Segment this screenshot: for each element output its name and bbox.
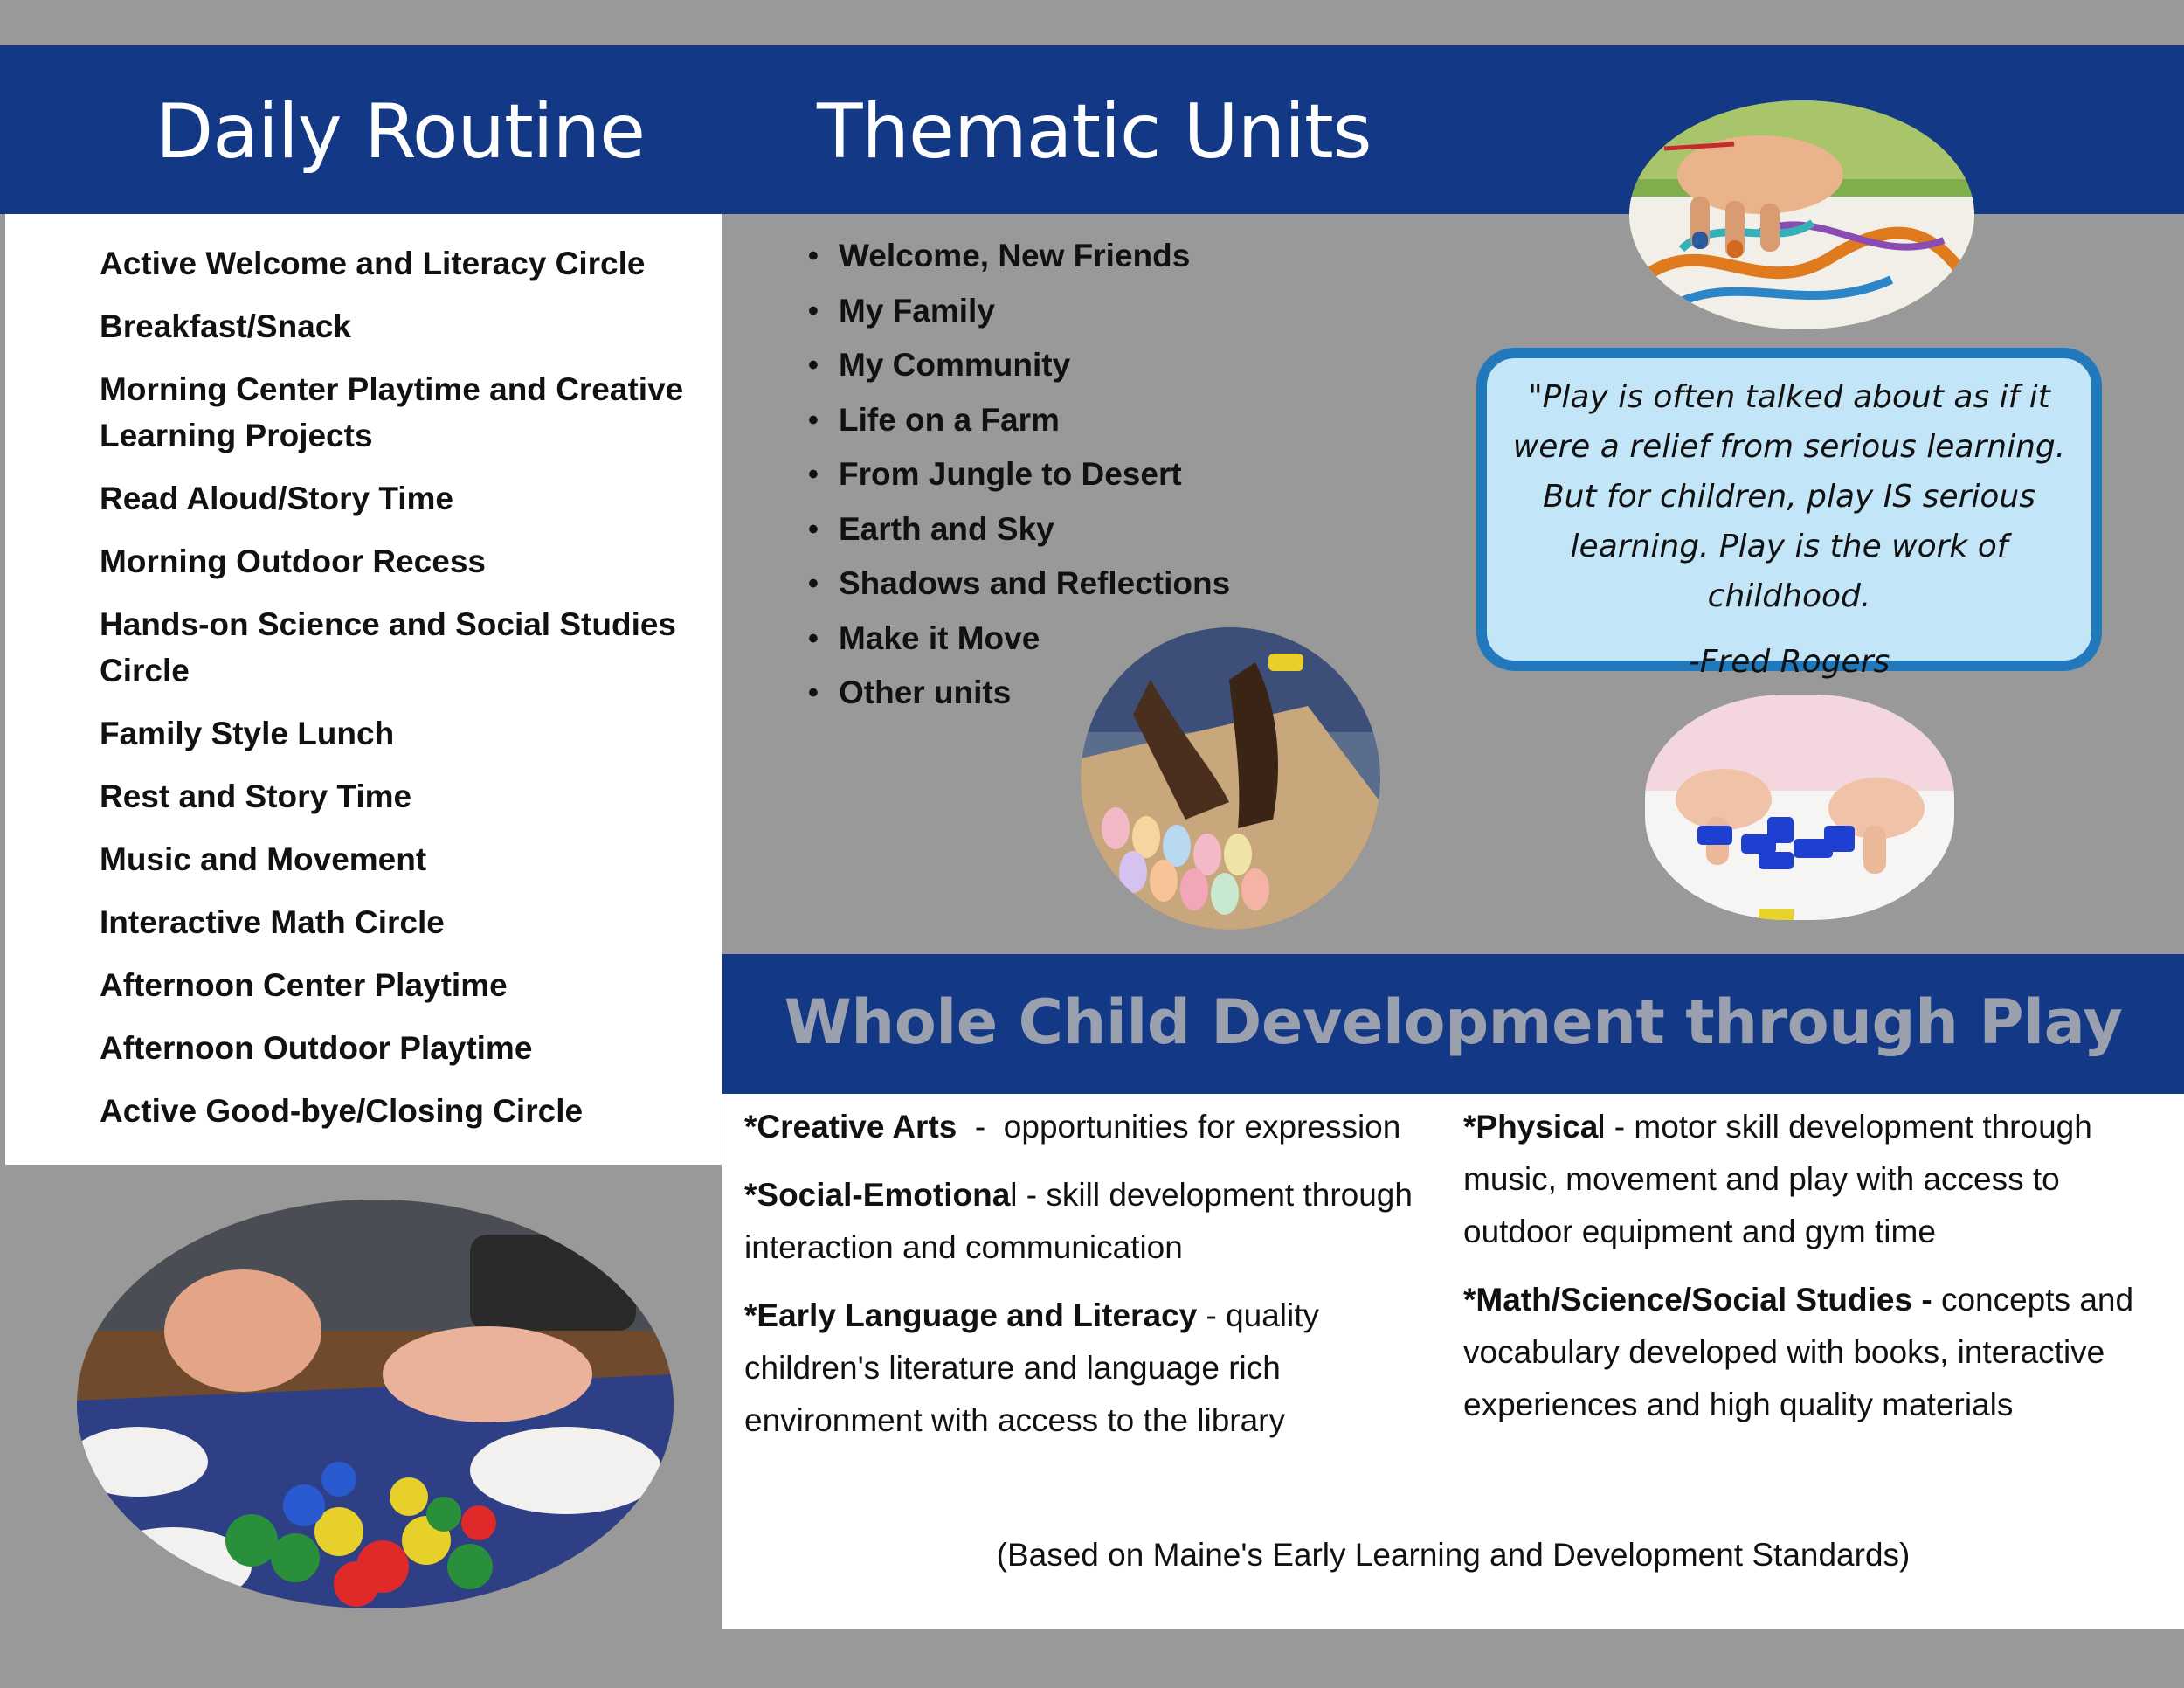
unit-item: • Welcome, New Friends [808,236,1230,291]
standards-footnote: (Based on Maine's Early Learning and Development Standards) [996,1537,1911,1573]
finger-painting-photo [1629,100,1974,329]
unit-item: • My Family [808,291,1230,346]
development-column-right [1463,1101,2162,1447]
math-science-item [1463,1274,2162,1431]
unit-item: • Other units [808,673,1230,728]
routine-item: Interactive Math Circle [100,904,445,940]
daily-routine-panel [5,214,722,1165]
math-science-label: *Math/Science/Social Studies - [1463,1282,1932,1318]
thematic-units-title: Thematic Units [817,88,1372,176]
early-language-text: - quality children's literature and language rich environment with access to the library [744,1297,1320,1438]
unit-item: • Life on a Farm [808,400,1230,455]
social-emotional-label: *Social-Emotiona [744,1177,1011,1213]
routine-item: Music and Movement [100,841,427,877]
development-panel [722,1094,2184,1629]
routine-item: Afternoon Outdoor Playtime [100,1030,533,1066]
social-emotional-item [744,1169,1443,1274]
unit-item: • Earth and Sky [808,509,1230,564]
unit-item: • Make it Move [808,619,1230,674]
routine-item: Hands-on Science and Social Studies Circle [100,606,677,688]
creative-arts-text: - opportunities for expression [957,1109,1401,1145]
routine-item: Family Style Lunch [100,716,395,751]
routine-item: Afternoon Center Playtime [100,967,508,1003]
routine-item: Rest and Story Time [100,778,412,814]
quote-author: -Fred Rogers [1688,644,1890,680]
physical-text: l - motor skill development through music, movement and play with access to outdoor equipment and gym time [1463,1109,2092,1249]
routine-item: Breakfast/Snack [100,308,351,344]
unit-item: • My Community [808,345,1230,400]
counting-bears-photo [77,1200,674,1608]
math-science-text: concepts and vocabulary developed with books, interactive experiences and high quality materials [1463,1282,2134,1422]
routine-item: Morning Center Playtime and Creative Learning Projects [100,371,684,453]
quote-text: "Play is often talked about as if it were a relief from serious learning. But for children, play IS serious learning. Play is the work of childhood. [1512,379,2066,614]
unit-item: • From Jungle to Desert [808,454,1230,509]
early-language-label: *Early Language and Literacy [744,1297,1198,1333]
creative-arts-label: *Creative Arts [744,1109,957,1145]
chalk-photo [1081,627,1380,930]
physical-label: *Physica [1463,1109,1599,1145]
routine-item: Active Good-bye/Closing Circle [100,1093,584,1129]
daily-routine-list [100,240,711,1151]
routine-item: Active Welcome and Literacy Circle [100,246,646,281]
development-column-left [744,1101,1443,1463]
creative-arts-item [744,1101,1443,1153]
routine-item: Morning Outdoor Recess [100,543,486,579]
daily-routine-title: Daily Routine [156,88,645,176]
social-emotional-text: l - skill development through interaction and communication [744,1177,1413,1265]
physical-item [1463,1101,2162,1258]
unit-item: • Shadows and Reflections [808,564,1230,619]
routine-item: Read Aloud/Story Time [100,481,454,516]
development-title: Whole Child Development through Play [784,986,2123,1058]
quote-box [1476,348,2102,680]
early-language-item [744,1290,1443,1447]
puzzle-photo [1645,695,1954,920]
